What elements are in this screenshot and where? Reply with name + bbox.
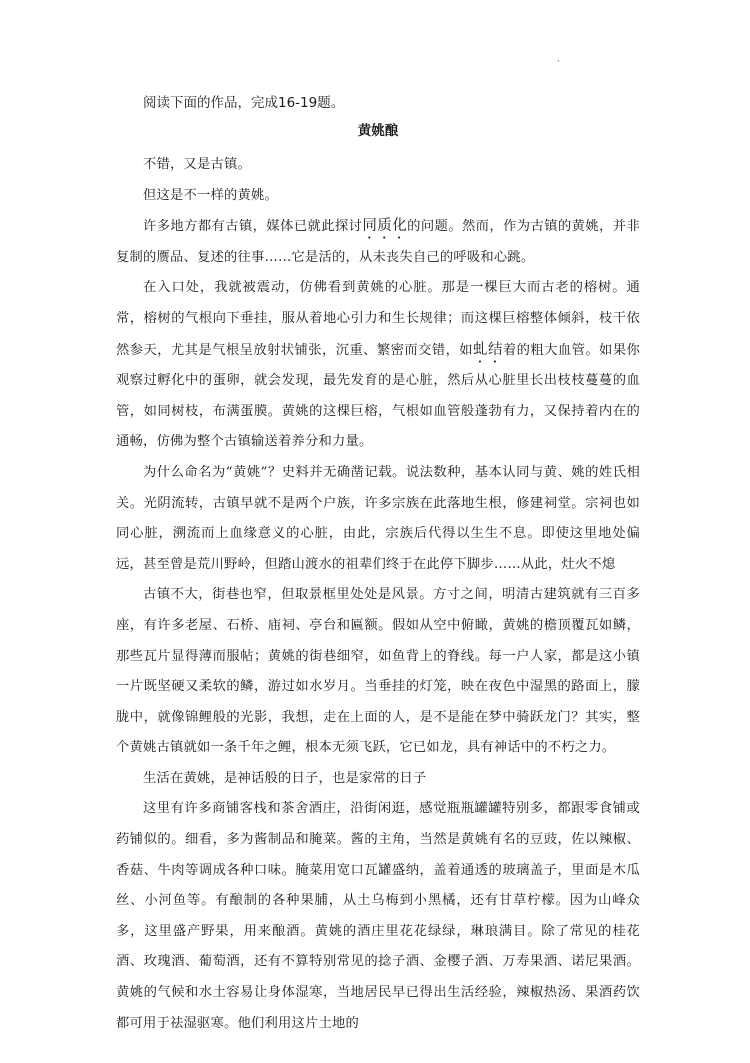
paragraph-8: 这里有许多商铺客栈和茶舍酒庄，沿街闲逛，感觉瓶瓶罐罐特别多，都跟零食铺或药铺似的。细看，多为酱制品和腌菜。酱的主角，当然是黄姚有名的豆豉，佐以辣椒、香菇、牛肉等调成各种口味。腌菜用宽口瓦罐盛纳，盖着通透的玻璃盖子，里面是木瓜丝、小河鱼等。有酿制的各种果脯，从土乌梅到小黑橘，还有甘草柠檬。因为山峰众多，这里盛产野果，用来酿酒。黄姚的酒庄里花花绿绿，琳琅满目。除了常见的桂花酒、玫瑰酒、葡萄酒，还有不算特别常见的捻子酒、金樱子酒、万寿果酒、诺尼果酒。黄姚的气候和水土容易让身体湿寒，当地居民早已得出生活经验，辣椒热汤、果酒药饮都可用于祛湿驱寒。他们利用这片土地的: [116, 801, 640, 1031]
paragraph-5: 为什么命名为“黄姚”？史料并无确凿记载。说法数种，基本认同与黄、姚的姓氏相关。光阴流转，古镇早就不是两个户族，许多宗族在此落地生根，修建祠堂。宗祠也如同心脏，溯流而上血缘意义的心脏，由此，宗族后代得以生生不息。即使这里地处偏远，甚至曾是荒川野岭，但踏山渡水的祖辈们终于在此停下脚步……从此，灶火不熄: [116, 464, 640, 572]
paragraph-7: 生活在黄姚，是神话般的日子，也是家常的日子: [143, 770, 427, 786]
paragraph-4-before: 在入口处，我就被震动，仿佛看到黄姚的心脏。那是一棵巨大而古老的榕树。通常，榕树的气根向下垂挂，服从着地心引力和生长规律；而这棵巨榕整体倾斜，枝干依然参天，尤其是气根呈放射状铺张，沉重、繁密而交错，如: [116, 280, 640, 358]
paragraph-2: 但这是不一样的黄姚。: [143, 187, 278, 203]
corner-mark: ·: [557, 57, 560, 67]
paragraph-3-before: 许多地方都有古镇，媒体已就此探讨: [143, 219, 363, 235]
paragraph-4: [116, 273, 640, 458]
paragraph-6: 古镇不大，街巷也窄，但取景框里处处是风景。方寸之间，明清古建筑就有三百多座，有许多老屋、石桥、庙祠、亭台和匾额。假如从空中俯瞰，黄姚的檐顶覆瓦如鳞，那些瓦片显得薄而服帖；黄姚的街巷细窄，如鱼背上的脊线。每一户人家，都是这小镇一片既坚硬又柔软的鳞，游过如水岁月。当垂挂的灯笼，映在夜色中湿黑的路面上，朦胧中，就像锦鲤般的光影，我想，走在上面的人，是不是能在梦中骑跃龙门？其实，整个黄姚古镇就如一条千年之鲤，根本无须飞跃，它已如龙，具有神话中的不朽之力。: [116, 587, 640, 756]
paragraph-1: 不错，又是古镇。: [143, 157, 251, 172]
question-instruction: 阅读下面的作品，完成16-19题。: [143, 95, 345, 111]
paragraph-4-after: 着的粗大血管。如果你观察过孵化中的蛋卵，就会发现，最先发育的是心脏，然后从心脏里长出枝枝蔓蔓的血管，如同树枝，布满蛋膜。黄姚的这棵巨榕，气根如血管般蓬勃有力，又保持着内在的通畅，仿佛为整个古镇输送着养分和力量。: [116, 342, 641, 450]
emphasized-term-qiujie: 虬结: [473, 341, 503, 358]
article-title: 黄姚酿: [357, 123, 399, 139]
paragraph-3-after: 的问题。然而，作为古镇的黄姚，并非复制的赝品、复述的往事……它是活的，从未丧失自己的呼吸和心跳。: [116, 219, 640, 265]
article-body: [116, 92, 640, 1039]
paragraph-3: [116, 211, 640, 273]
emphasized-term-tongzhihua: 同质化: [362, 218, 408, 235]
